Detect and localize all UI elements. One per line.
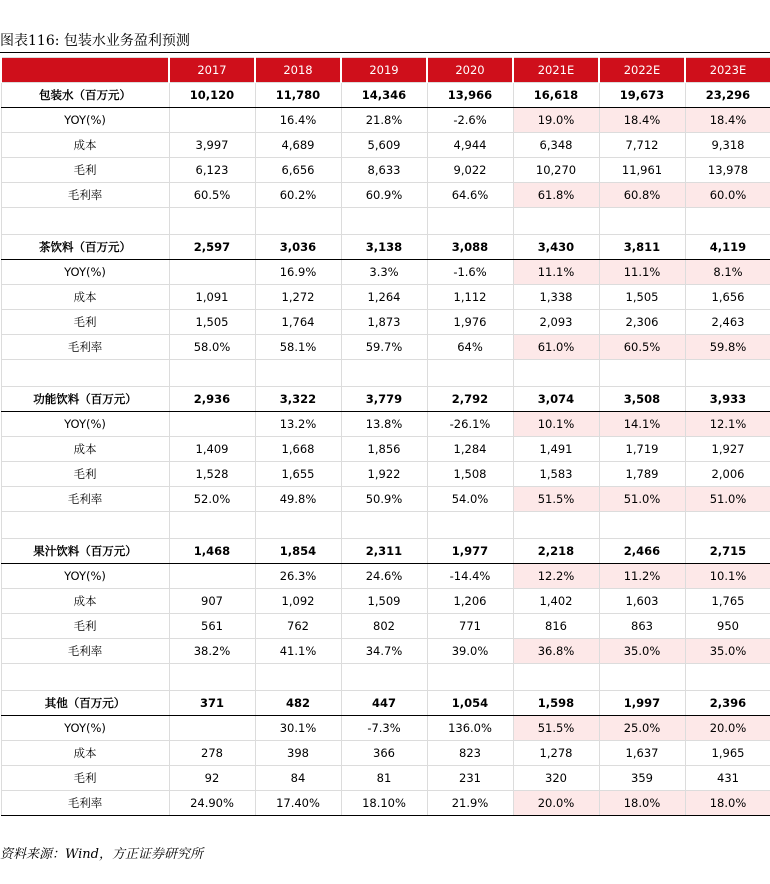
- revenue-cell: 1,598: [513, 691, 599, 716]
- metric-value-cell: 30.1%: [255, 716, 341, 741]
- metric-value-cell: 19.0%: [513, 108, 599, 133]
- spacer-row: [1, 664, 770, 691]
- metric-label: 成本: [1, 437, 169, 462]
- revenue-cell: 3,508: [599, 387, 685, 412]
- metric-row: [1, 158, 770, 183]
- empty-cell: [685, 208, 770, 235]
- metric-value-cell: 561: [169, 614, 255, 639]
- metric-value-cell: 12.2%: [513, 564, 599, 589]
- revenue-cell: 1,977: [427, 539, 513, 564]
- metric-value-cell: 84: [255, 766, 341, 791]
- metric-row: [1, 183, 770, 208]
- metric-value-cell: 59.7%: [341, 335, 427, 360]
- metric-value-cell: 60.9%: [341, 183, 427, 208]
- metric-value-cell: 398: [255, 741, 341, 766]
- metric-value-cell: 10.1%: [513, 412, 599, 437]
- metric-value-cell: 11,961: [599, 158, 685, 183]
- metric-value-cell: 51.5%: [513, 716, 599, 741]
- empty-cell: [685, 360, 770, 387]
- metric-row: [1, 310, 770, 335]
- metric-value-cell: 1,528: [169, 462, 255, 487]
- metric-label: 成本: [1, 285, 169, 310]
- empty-cell: [1, 360, 169, 387]
- metric-row: [1, 766, 770, 791]
- empty-cell: [341, 360, 427, 387]
- metric-value-cell: -2.6%: [427, 108, 513, 133]
- metric-value-cell: 1,655: [255, 462, 341, 487]
- column-header-year: 2023E: [685, 58, 770, 83]
- metric-value-cell: 1,509: [341, 589, 427, 614]
- metric-value-cell: 14.1%: [599, 412, 685, 437]
- revenue-cell: 3,322: [255, 387, 341, 412]
- empty-cell: [599, 512, 685, 539]
- metric-label: YOY(%): [1, 260, 169, 285]
- metric-value-cell: 359: [599, 766, 685, 791]
- metric-value-cell: 3.3%: [341, 260, 427, 285]
- revenue-cell: 2,597: [169, 235, 255, 260]
- metric-row: [1, 791, 770, 816]
- revenue-cell: 2,396: [685, 691, 770, 716]
- revenue-cell: 2,715: [685, 539, 770, 564]
- empty-cell: [427, 208, 513, 235]
- segment-label: 包装水（百万元）: [1, 83, 169, 108]
- segment-header-row: [1, 235, 770, 260]
- metric-label: YOY(%): [1, 412, 169, 437]
- segment-header-row: [1, 83, 770, 108]
- metric-label: YOY(%): [1, 716, 169, 741]
- metric-row: [1, 285, 770, 310]
- metric-value-cell: 1,508: [427, 462, 513, 487]
- metric-label: 成本: [1, 589, 169, 614]
- metric-value-cell: 61.0%: [513, 335, 599, 360]
- column-header-year: 2021E: [513, 58, 599, 83]
- metric-value-cell: 1,583: [513, 462, 599, 487]
- revenue-cell: 11,780: [255, 83, 341, 108]
- metric-value-cell: 1,505: [599, 285, 685, 310]
- revenue-cell: 447: [341, 691, 427, 716]
- empty-cell: [685, 512, 770, 539]
- revenue-cell: 3,036: [255, 235, 341, 260]
- metric-value-cell: [169, 260, 255, 285]
- metric-value-cell: 1,922: [341, 462, 427, 487]
- empty-cell: [341, 208, 427, 235]
- metric-label: 毛利: [1, 310, 169, 335]
- metric-row: [1, 462, 770, 487]
- revenue-cell: 2,792: [427, 387, 513, 412]
- metric-value-cell: -14.4%: [427, 564, 513, 589]
- metric-value-cell: 1,264: [341, 285, 427, 310]
- metric-value-cell: [169, 412, 255, 437]
- empty-cell: [255, 360, 341, 387]
- empty-cell: [513, 208, 599, 235]
- empty-cell: [341, 512, 427, 539]
- empty-cell: [599, 208, 685, 235]
- metric-value-cell: 1,927: [685, 437, 770, 462]
- metric-value-cell: [169, 716, 255, 741]
- revenue-cell: 3,933: [685, 387, 770, 412]
- metric-value-cell: -7.3%: [341, 716, 427, 741]
- metric-label: 毛利: [1, 158, 169, 183]
- metric-value-cell: 278: [169, 741, 255, 766]
- metric-label: 毛利率: [1, 335, 169, 360]
- metric-value-cell: 1,092: [255, 589, 341, 614]
- metric-value-cell: 11.1%: [599, 260, 685, 285]
- metric-value-cell: 24.6%: [341, 564, 427, 589]
- metric-row: [1, 335, 770, 360]
- metric-value-cell: 863: [599, 614, 685, 639]
- metric-value-cell: 1,505: [169, 310, 255, 335]
- metric-value-cell: 1,789: [599, 462, 685, 487]
- metric-value-cell: 1,402: [513, 589, 599, 614]
- metric-value-cell: 1,856: [341, 437, 427, 462]
- metric-label: 毛利: [1, 462, 169, 487]
- empty-cell: [599, 360, 685, 387]
- spacer-row: [1, 360, 770, 387]
- metric-label: 毛利: [1, 766, 169, 791]
- metric-row: [1, 133, 770, 158]
- metric-value-cell: 11.2%: [599, 564, 685, 589]
- metric-value-cell: 1,206: [427, 589, 513, 614]
- metric-label: 成本: [1, 133, 169, 158]
- revenue-cell: 3,811: [599, 235, 685, 260]
- column-header-year: 2019: [341, 58, 427, 83]
- metric-value-cell: 1,965: [685, 741, 770, 766]
- metric-value-cell: 18.10%: [341, 791, 427, 816]
- metric-value-cell: 51.5%: [513, 487, 599, 512]
- spacer-row: [1, 512, 770, 539]
- metric-value-cell: 36.8%: [513, 639, 599, 664]
- metric-value-cell: 12.1%: [685, 412, 770, 437]
- column-header-year: 2017: [169, 58, 255, 83]
- metric-value-cell: 431: [685, 766, 770, 791]
- revenue-cell: 3,779: [341, 387, 427, 412]
- metric-value-cell: 21.8%: [341, 108, 427, 133]
- metric-row: [1, 741, 770, 766]
- metric-value-cell: 4,944: [427, 133, 513, 158]
- metric-value-cell: 35.0%: [599, 639, 685, 664]
- metric-value-cell: 802: [341, 614, 427, 639]
- metric-value-cell: 60.8%: [599, 183, 685, 208]
- revenue-cell: 16,618: [513, 83, 599, 108]
- metric-value-cell: -1.6%: [427, 260, 513, 285]
- revenue-cell: 2,936: [169, 387, 255, 412]
- metric-value-cell: 18.0%: [685, 791, 770, 816]
- metric-value-cell: 35.0%: [685, 639, 770, 664]
- metric-value-cell: 1,091: [169, 285, 255, 310]
- metric-value-cell: 64.6%: [427, 183, 513, 208]
- forecast-table: [0, 57, 770, 816]
- metric-row: [1, 260, 770, 285]
- metric-row: [1, 437, 770, 462]
- empty-cell: [1, 512, 169, 539]
- metric-value-cell: 320: [513, 766, 599, 791]
- source-note: 资料来源：Wind，方正证券研究所: [0, 847, 203, 862]
- metric-value-cell: 81: [341, 766, 427, 791]
- metric-row: [1, 412, 770, 437]
- metric-label: YOY(%): [1, 564, 169, 589]
- column-header-year: 2020: [427, 58, 513, 83]
- metric-value-cell: 6,656: [255, 158, 341, 183]
- metric-value-cell: 5,609: [341, 133, 427, 158]
- metric-value-cell: 34.7%: [341, 639, 427, 664]
- empty-cell: [169, 664, 255, 691]
- metric-label: 毛利: [1, 614, 169, 639]
- metric-value-cell: 13,978: [685, 158, 770, 183]
- metric-value-cell: 16.4%: [255, 108, 341, 133]
- revenue-cell: 13,966: [427, 83, 513, 108]
- metric-value-cell: 58.1%: [255, 335, 341, 360]
- revenue-cell: 482: [255, 691, 341, 716]
- empty-cell: [513, 512, 599, 539]
- revenue-cell: 2,466: [599, 539, 685, 564]
- metric-value-cell: 1,765: [685, 589, 770, 614]
- metric-label: 毛利率: [1, 183, 169, 208]
- metric-row: [1, 716, 770, 741]
- empty-cell: [1, 664, 169, 691]
- empty-cell: [427, 512, 513, 539]
- metric-value-cell: 3,997: [169, 133, 255, 158]
- metric-value-cell: 61.8%: [513, 183, 599, 208]
- revenue-cell: 2,311: [341, 539, 427, 564]
- segment-label: 功能饮料（百万元）: [1, 387, 169, 412]
- metric-label: 毛利率: [1, 639, 169, 664]
- segment-header-row: [1, 539, 770, 564]
- column-header-blank: [1, 58, 169, 83]
- segment-label: 果汁饮料（百万元）: [1, 539, 169, 564]
- metric-value-cell: 1,278: [513, 741, 599, 766]
- metric-value-cell: [169, 108, 255, 133]
- metric-value-cell: 1,719: [599, 437, 685, 462]
- metric-value-cell: 10.1%: [685, 564, 770, 589]
- metric-value-cell: 136.0%: [427, 716, 513, 741]
- metric-row: [1, 487, 770, 512]
- empty-cell: [255, 512, 341, 539]
- title-rule: [0, 52, 770, 53]
- metric-value-cell: 950: [685, 614, 770, 639]
- metric-value-cell: 2,093: [513, 310, 599, 335]
- figure-title: 图表116: 包装水业务盈利预测: [0, 33, 190, 49]
- metric-value-cell: 60.0%: [685, 183, 770, 208]
- metric-value-cell: 58.0%: [169, 335, 255, 360]
- revenue-cell: 1,468: [169, 539, 255, 564]
- metric-value-cell: 8,633: [341, 158, 427, 183]
- metric-value-cell: 9,318: [685, 133, 770, 158]
- empty-cell: [427, 664, 513, 691]
- metric-value-cell: 26.3%: [255, 564, 341, 589]
- metric-value-cell: 4,689: [255, 133, 341, 158]
- revenue-cell: 3,430: [513, 235, 599, 260]
- metric-value-cell: 92: [169, 766, 255, 791]
- revenue-cell: 1,854: [255, 539, 341, 564]
- segment-header-row: [1, 387, 770, 412]
- metric-label: 成本: [1, 741, 169, 766]
- metric-value-cell: 366: [341, 741, 427, 766]
- metric-value-cell: 1,976: [427, 310, 513, 335]
- metric-value-cell: 18.0%: [599, 791, 685, 816]
- metric-value-cell: 39.0%: [427, 639, 513, 664]
- metric-value-cell: 51.0%: [685, 487, 770, 512]
- metric-value-cell: 231: [427, 766, 513, 791]
- metric-value-cell: 9,022: [427, 158, 513, 183]
- metric-value-cell: -26.1%: [427, 412, 513, 437]
- metric-value-cell: 17.40%: [255, 791, 341, 816]
- metric-value-cell: 1,873: [341, 310, 427, 335]
- metric-value-cell: 13.8%: [341, 412, 427, 437]
- empty-cell: [169, 360, 255, 387]
- metric-value-cell: 59.8%: [685, 335, 770, 360]
- metric-value-cell: 2,306: [599, 310, 685, 335]
- revenue-cell: 3,088: [427, 235, 513, 260]
- metric-value-cell: 52.0%: [169, 487, 255, 512]
- segment-header-row: [1, 691, 770, 716]
- metric-value-cell: 24.90%: [169, 791, 255, 816]
- revenue-cell: 2,218: [513, 539, 599, 564]
- metric-value-cell: 16.9%: [255, 260, 341, 285]
- metric-value-cell: 1,656: [685, 285, 770, 310]
- metric-row: [1, 108, 770, 133]
- metric-value-cell: 1,764: [255, 310, 341, 335]
- metric-value-cell: 41.1%: [255, 639, 341, 664]
- metric-value-cell: 1,637: [599, 741, 685, 766]
- metric-value-cell: 50.9%: [341, 487, 427, 512]
- revenue-cell: 14,346: [341, 83, 427, 108]
- metric-value-cell: 1,491: [513, 437, 599, 462]
- segment-label: 其他（百万元）: [1, 691, 169, 716]
- metric-value-cell: 13.2%: [255, 412, 341, 437]
- metric-label: YOY(%): [1, 108, 169, 133]
- metric-value-cell: 18.4%: [599, 108, 685, 133]
- metric-label: 毛利率: [1, 487, 169, 512]
- revenue-cell: 23,296: [685, 83, 770, 108]
- metric-value-cell: 18.4%: [685, 108, 770, 133]
- metric-label: 毛利率: [1, 791, 169, 816]
- metric-value-cell: 771: [427, 614, 513, 639]
- empty-cell: [255, 208, 341, 235]
- empty-cell: [341, 664, 427, 691]
- revenue-cell: 371: [169, 691, 255, 716]
- column-header-row: [1, 58, 770, 83]
- metric-value-cell: 8.1%: [685, 260, 770, 285]
- metric-value-cell: 25.0%: [599, 716, 685, 741]
- metric-value-cell: 11.1%: [513, 260, 599, 285]
- metric-value-cell: 907: [169, 589, 255, 614]
- column-header-year: 2022E: [599, 58, 685, 83]
- empty-cell: [1, 208, 169, 235]
- empty-cell: [169, 512, 255, 539]
- segment-label: 茶饮料（百万元）: [1, 235, 169, 260]
- revenue-cell: 4,119: [685, 235, 770, 260]
- metric-value-cell: 7,712: [599, 133, 685, 158]
- empty-cell: [513, 664, 599, 691]
- empty-cell: [255, 664, 341, 691]
- metric-value-cell: 6,123: [169, 158, 255, 183]
- revenue-cell: 3,074: [513, 387, 599, 412]
- metric-value-cell: 64%: [427, 335, 513, 360]
- revenue-cell: 1,997: [599, 691, 685, 716]
- metric-value-cell: [169, 564, 255, 589]
- metric-value-cell: 60.5%: [599, 335, 685, 360]
- column-header-year: 2018: [255, 58, 341, 83]
- metric-value-cell: 10,270: [513, 158, 599, 183]
- metric-value-cell: 60.5%: [169, 183, 255, 208]
- metric-value-cell: 38.2%: [169, 639, 255, 664]
- metric-value-cell: 49.8%: [255, 487, 341, 512]
- metric-value-cell: 20.0%: [685, 716, 770, 741]
- empty-cell: [427, 360, 513, 387]
- empty-cell: [513, 360, 599, 387]
- revenue-cell: 19,673: [599, 83, 685, 108]
- spacer-row: [1, 208, 770, 235]
- metric-value-cell: 6,348: [513, 133, 599, 158]
- metric-value-cell: 2,463: [685, 310, 770, 335]
- metric-value-cell: 20.0%: [513, 791, 599, 816]
- metric-value-cell: 1,272: [255, 285, 341, 310]
- metric-value-cell: 1,668: [255, 437, 341, 462]
- metric-row: [1, 589, 770, 614]
- metric-value-cell: 54.0%: [427, 487, 513, 512]
- metric-value-cell: 1,112: [427, 285, 513, 310]
- metric-value-cell: 816: [513, 614, 599, 639]
- metric-value-cell: 1,603: [599, 589, 685, 614]
- empty-cell: [169, 208, 255, 235]
- metric-value-cell: 1,409: [169, 437, 255, 462]
- metric-value-cell: 51.0%: [599, 487, 685, 512]
- metric-value-cell: 762: [255, 614, 341, 639]
- metric-value-cell: 21.9%: [427, 791, 513, 816]
- empty-cell: [599, 664, 685, 691]
- revenue-cell: 1,054: [427, 691, 513, 716]
- metric-row: [1, 614, 770, 639]
- metric-value-cell: 823: [427, 741, 513, 766]
- metric-value-cell: 1,284: [427, 437, 513, 462]
- metric-value-cell: 60.2%: [255, 183, 341, 208]
- metric-row: [1, 639, 770, 664]
- revenue-cell: 3,138: [341, 235, 427, 260]
- empty-cell: [685, 664, 770, 691]
- metric-value-cell: 2,006: [685, 462, 770, 487]
- metric-row: [1, 564, 770, 589]
- revenue-cell: 10,120: [169, 83, 255, 108]
- metric-value-cell: 1,338: [513, 285, 599, 310]
